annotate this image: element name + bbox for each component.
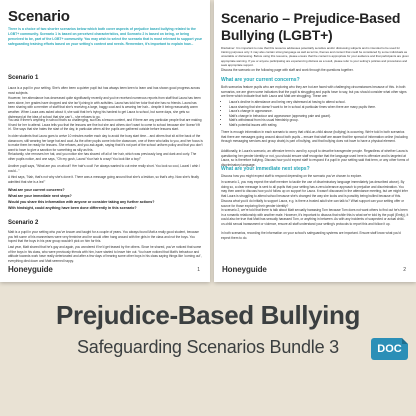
question: What are your current concerns? [8, 188, 65, 192]
scenario-1-heading: Scenario 1 [8, 75, 39, 81]
product-subtitle: Safeguarding Scenarios Bundle 3 [77, 337, 339, 357]
document-page-right [214, 0, 416, 282]
scenario-1-paragraph: You ask if there's anything in school that's so challenging, such as a lesson content, and if there are any particular people that are making it hard for her to attend. Laura tells you that the lessons are fine but she and others don't want to come to school because she 'doesn't fit in'. She says that she hates the start of the day, in particular when all the pupils are gathered outside before lessons start. [8, 118, 202, 132]
section-paragraph: In scenario 2, we're told that there is talk about Matt sexually harassing Tom because Tom does not want others to find out he's been in a romantic relationship with another male. However, it's important to discuss that while this is what we're told by the pupil (Emily), it could also be true that Matt has sexually harassed Tom, or anything in between. As with any incidents of suspected or actual child-on-child sexual harassment or violence, ensure all staff understand your setting's protocols to report this and follow it up. [221, 208, 409, 227]
list-item: • Laura sharing that she doesn't want to be in school at particular times when there are many pupils there. [229, 105, 411, 110]
scenario-2-paragraph: Matt is a pupil in your setting who you've known and taught for a couple of years. You always found Matt a really good student, because you felt some of his mannerisms were very feminine and he would often hang around with the girls in the class and not the boys. You hoped that the boys in his year group wouldn't pick on him for this. [8, 230, 199, 244]
concerns-list [223, 100, 411, 127]
scenario-1-paragraph: Another pupil says, "What are you on about? Her hair's cool! I've always wanted to cut mine really short. You look so cool, Laura! I wish I could..." [8, 164, 201, 173]
page-number: 1 [197, 267, 200, 273]
question: What are your immediate next steps? [8, 194, 72, 198]
list-item: • Matt's withdrawal from his usual friendship group. [229, 118, 411, 123]
page-title: Scenario [8, 8, 70, 25]
question: With hindsight, could anything have been done differently in this scenario? [8, 206, 137, 210]
scenario-1-paragraph: Laura is a pupil in your setting. She's often been a quieter pupil but has always been keen to learn and has shown good progress across most subjects. [8, 86, 200, 95]
section-paragraph: There is enough information in each scenario to worry that child-on-child abuse (bullying) is occurring. We're told in both scenarios that there are messages going around about both pupils – ensure that staff are aware that the spread of information online (including through messaging services and group chats) is part of bullying, and that bullying does not have to have a physical element. [221, 130, 408, 144]
list-item: • Matt's change in behaviour and appearance (appearing pale and gaunt). [229, 114, 411, 119]
scenario-1-paragraph: Reluctantly, she removes her hat, and you notice she has shaved off all of her hair, which was previously long and dark and curly. The other pupils notice, and one says, "Oh my gosh, Laura! Your hair is crazy! You look like a boy!" [8, 152, 197, 161]
honeyguide-logo: Honeyguide [8, 265, 53, 274]
section-heading: What are your immediate next steps? [221, 166, 310, 172]
product-title: Prejudice-Based Bullying [56, 300, 360, 330]
scenario-1-paragraph: However, her attendance has decreased quite significantly recently and you've received numerous reports from staff that Laura has been seen alone, her grades have dropped and she isn't joining in with activities. Laura has told her tutor that she has no friends. Laura has been sharing with a member of staff that she's receiving a large, baggy coat and is wearing her hair... despite it being reasonably warm weather. When Laura was asked about it, she said that he's trying his hardest to get Laura to school, but some days, she gets so distressed at the idea of school that she can't... she refuses to go. [8, 96, 201, 119]
section-paragraph: Discuss how you might expect staff to respond depending on the scenario you've chosen to explore. [221, 174, 363, 178]
section-paragraph: Additionally, in Laura's scenario, an offensive term is used by a pupil to describe transgender people. Regardless of whether Laura is questioning her gender identity or not, you should ensure staff recognise that the language used here is offensive and is targeted at Laura, so is therefore bullying. Discuss how you'd expect staff to respond if a pupil in your setting said that term, or any other forms of discriminatory language. [221, 149, 409, 168]
discuss-intro: Discuss the scenario on the following page with staff and work through the questions together. [221, 68, 354, 72]
section-paragraph: In both scenarios, recording the information on your school's safeguarding systems are important. Ensure staff know what you'd expect them to do. [221, 231, 401, 240]
section-heading: What are your current concerns? [221, 77, 300, 83]
disclaimer-text: Disclaimer: It is important to note that this resource addresses potentially sensitive and/or distressing subjects and is intended to be used for training purposes only. It may also contain strong language as well as terms, themes and content that could be considered by some individuals as unsuitable or distressing. Before using this resource, please ensure that the content is appropriate for your audience and that participants are given appropriate warning. If you or anyone participating are experiencing distress as a result, please refer to your setting's policies and procedures and seek appropriate support. [221, 46, 409, 67]
section-paragraph: Both scenarios feature pupils who are exploring who they are but are faced with challenging circumstances because of this. In both scenarios, we are given some indicators that the pupil is struggling and pupils have to say, but you should consider what other signs are there which indicate that both Laura and Matt are struggling. These are: [221, 85, 407, 99]
page-title: Scenario – Prejudice-Based Bullying (LGBT+) [221, 10, 401, 43]
scenario-2-paragraph: Last year, Matt shared that he's gay and again, you wondered if he'd get teased by the others. Since he shared, you've noticed that some of the boys in his class, who were previously friends with him, have started to leave him out. You have noticed that Matt's behaviour and attitude towards work have really deteriorated and after a few days of hearing some other boys in his class saying things like 'coming out', everything died down and Matt seemed happy. [8, 245, 202, 264]
page-number: 2 [403, 267, 406, 273]
document-page-left [0, 0, 210, 282]
list-item: • Laura's change in appearance. [229, 109, 411, 114]
scenario-1-paragraph: In older students that Laura goes to arrive 10 minutes earlier each day to avoid the busy start time... and others that sit at the back of the classroom, still wearing her large hat and coat. As the other pupils come into the classroom, one of them who talks to you, and her focus is to make them be ready for lessons. She refuses, and you ask again, saying that it's not part of the school uniform policy and that you don't want to have to give a sanction for something as silly as this. [8, 134, 203, 153]
doc-format-badge: DOC [371, 338, 408, 360]
question: Would you share this information with anyone or consider taking any further actions? [8, 200, 155, 204]
intro-text: There is a choice of two shorter scenarios below which both cover aspects of prejudice based bullying related to the LGBT+ community. Scenario 1 is based on perceived characteristics, and Scenario 2 is based on being, or being perceived to be, part of the LGBT+ community. You may wish to select the scenario that is most relevant to support your safeguarding training efforts based on your setting's context and needs. Remember, it's important to explain how... [8, 27, 202, 46]
scenario-2-heading: Scenario 2 [8, 220, 39, 226]
honeyguide-logo: Honeyguide [222, 265, 267, 274]
list-item: • Matt's potential issues with eating. [229, 123, 411, 128]
scenario-1-paragraph: A third says, "Nah, that's not why she's done it. There was a message going around that she's a lesbian, so that's why. Now she's finally admitted that she is a lez!" [8, 175, 199, 184]
section-paragraph: In scenario 1, you may expect the staff member to tackle the use of discriminatory language immediately (as described above). By doing so, a clear message is sent to all pupils that your setting has a zero-tolerance approach to prejudice and discrimination. You may then want to discuss how you'd follow up on support for Laura. It wasn't discussed in the attendance meeting, but we might infer that Laura is struggling to attend school because she's changed the way she looks and is possibly being bullied because of this. Discuss what you'd do initially to support Laura, e.g. is there a trusted adult she can talk to? What support can your setting offer or source for those exploring their gender identity? [221, 180, 408, 208]
list-item: • Laura's decline in attendance and being very distressed at having to attend school. [229, 100, 411, 105]
